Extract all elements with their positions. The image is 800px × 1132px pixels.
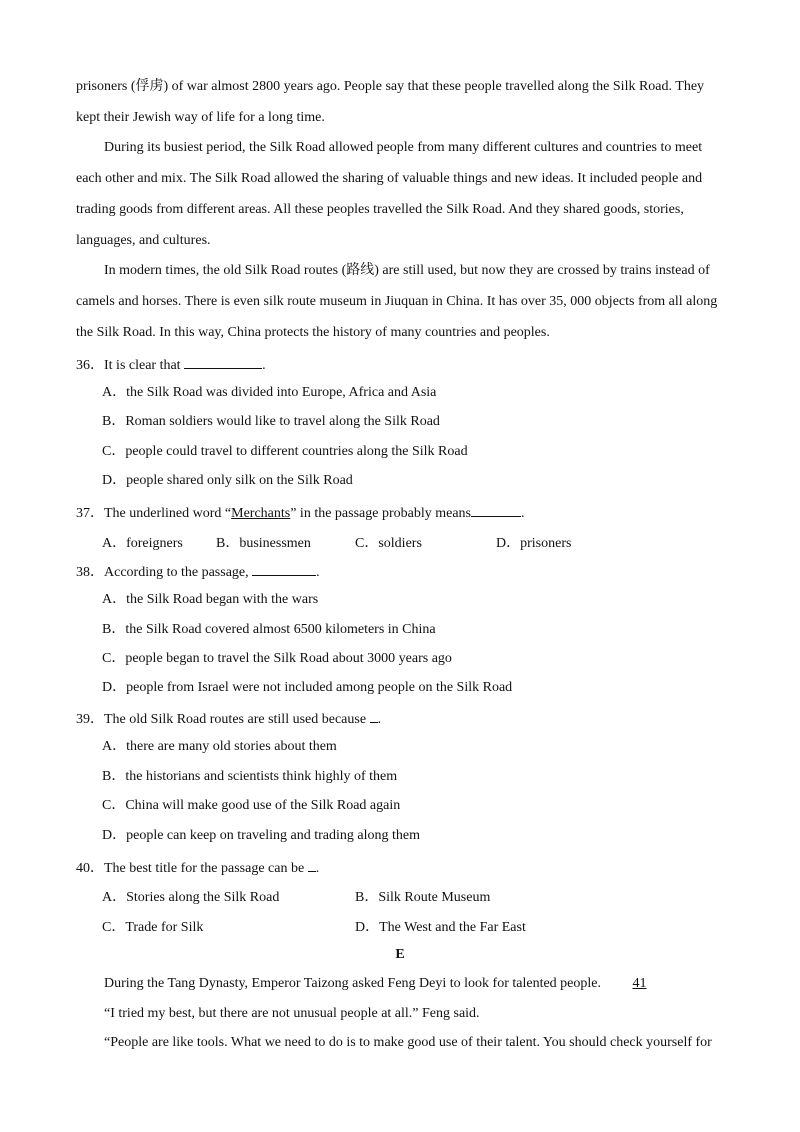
question-36-option-a: A．the Silk Road was divided into Europe, Africa and Asia <box>102 385 437 400</box>
question-36-option-c: C．people could travel to different countries along the Silk Road <box>102 444 468 459</box>
passage-line: the Silk Road. In this way, China protects the history of many countries and peoples. <box>76 325 550 340</box>
question-39-option-a: A．there are many old stories about them <box>102 739 337 754</box>
passage-line: each other and mix. The Silk Road allowed the sharing of valuable things and new ideas. It included people and <box>76 171 703 186</box>
question-text: 37．The underlined word “ <box>76 506 232 521</box>
question-40-stem <box>76 857 319 878</box>
passage-line: kept their Jewish way of life for a long time. <box>76 110 325 125</box>
answer-blank <box>184 354 262 369</box>
question-end: . <box>377 712 382 727</box>
passage-line: languages, and cultures. <box>76 233 211 248</box>
question-38-option-d: D．people from Israel were not included among people on the Silk Road <box>102 680 513 695</box>
question-text: 40．The best title for the passage can be <box>76 861 305 876</box>
passage-line: trading goods from different areas. All these peoples travelled the Silk Road. And they shared goods, stories, <box>76 202 684 217</box>
question-text: 38．According to the passage, <box>76 565 249 580</box>
question-40-option-d: D．The West and the Far East <box>355 920 526 935</box>
question-end: . <box>316 565 320 580</box>
question-40-option-a: A．Stories along the Silk Road <box>102 890 280 905</box>
question-38-stem <box>76 561 320 582</box>
question-39-option-c: C．China will make good use of the Silk Road again <box>102 798 401 813</box>
question-36-stem <box>76 354 266 375</box>
question-40-option-b: B．Silk Route Museum <box>355 890 491 905</box>
question-37-option-a: A．foreigners <box>102 536 183 551</box>
question-text: 39．The old Silk Road routes are still used because <box>76 712 367 727</box>
passage-line: During its busiest period, the Silk Road allowed people from many different cultures and countries to meet <box>104 140 703 155</box>
question-37-stem <box>76 502 525 523</box>
answer-blank <box>471 502 521 517</box>
answer-blank <box>252 561 316 576</box>
answer-blank <box>308 857 316 872</box>
question-39-stem <box>76 708 381 729</box>
answer-blank <box>370 708 378 723</box>
question-37-option-d: D．prisoners <box>496 536 572 551</box>
question-38-option-c: C．people began to travel the Silk Road about 3000 years ago <box>102 651 452 666</box>
underlined-word: Merchants <box>231 506 291 521</box>
question-37-option-c: C．soldiers <box>355 536 422 551</box>
passage-line: camels and horses. There is even silk route museum in Jiuquan in China. It has over 35, 000 objects from all along <box>76 294 718 309</box>
question-end: . <box>521 506 525 521</box>
passage-line: prisoners (俘虏) of war almost 2800 years ago. People say that these people travelled along the Silk Road. They <box>76 79 705 94</box>
question-38-option-a: A．the Silk Road began with the wars <box>102 592 319 607</box>
question-39-option-d: D．people can keep on traveling and trading along them <box>102 828 421 843</box>
question-40-option-c: C．Trade for Silk <box>102 920 204 935</box>
question-end: . <box>315 861 320 876</box>
question-36-option-b: B．Roman soldiers would like to travel along the Silk Road <box>102 414 440 429</box>
passage-line: In modern times, the old Silk Road routes (路线) are still used, but now they are crossed by trains instead of <box>104 263 710 278</box>
passage-line: “People are like tools. What we need to do is to make good use of their talent. You should check yourself for <box>104 1035 712 1050</box>
question-text: 36．It is clear that <box>76 358 181 373</box>
question-39-option-b: B．the historians and scientists think highly of them <box>102 769 398 784</box>
question-36-option-d: D．people shared only silk on the Silk Road <box>102 473 353 488</box>
question-38-option-b: B．the Silk Road covered almost 6500 kilometers in China <box>102 622 436 637</box>
section-heading-e: E <box>395 947 405 962</box>
passage-text: During the Tang Dynasty, Emperor Taizong asked Feng Deyi to look for talented people. <box>104 976 601 991</box>
answer-blank-41: 41 <box>632 976 647 991</box>
question-text: ” in the passage probably means <box>290 506 471 521</box>
question-end: . <box>262 358 266 373</box>
question-37-option-b: B．businessmen <box>216 536 311 551</box>
passage-line <box>104 975 675 993</box>
passage-line: “I tried my best, but there are not unusual people at all.” Feng said. <box>104 1006 480 1021</box>
